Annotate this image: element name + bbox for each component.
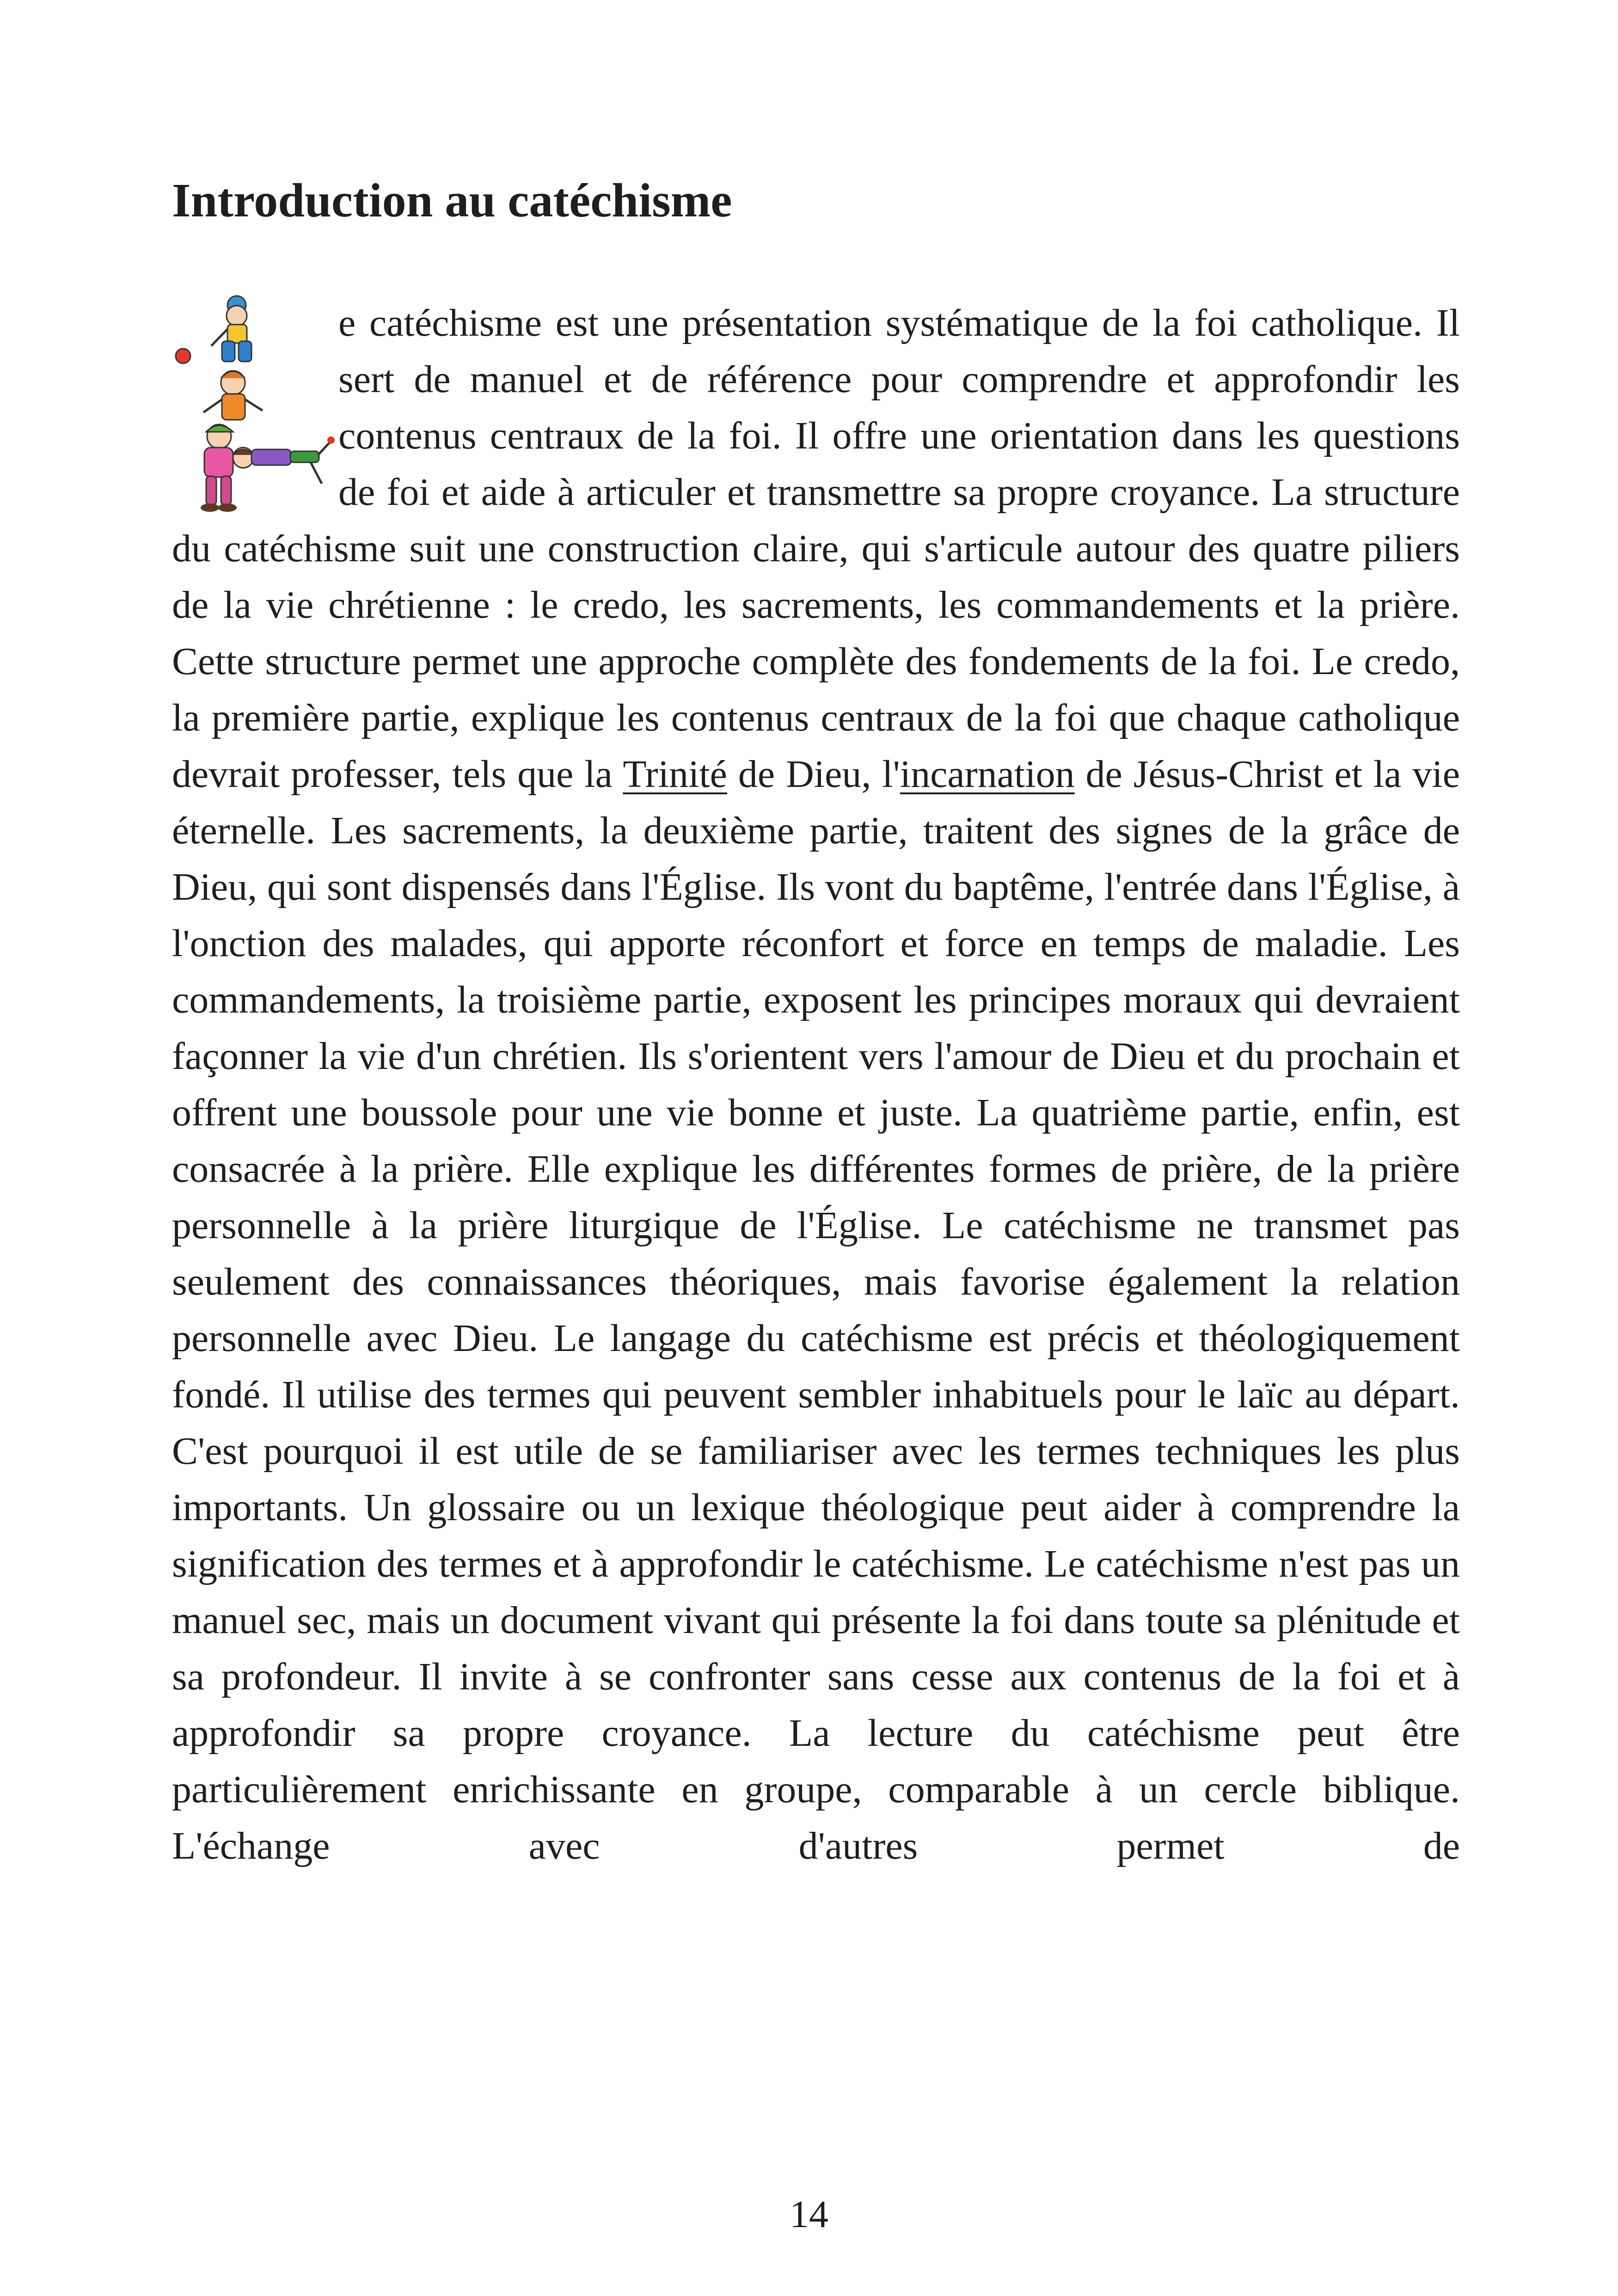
paragraph-text: de Dieu, l' bbox=[738, 753, 900, 796]
paragraph-text: e catéchisme est une présentation systématique de la foi catholique. Il sert de manuel et de référence pour comprendre et approfondir les contenus centraux de la foi. Il offre une orientation dans les questions de foi et aide à articuler et transmettre sa propre croyance. La structure du catéchisme suit une construction claire, qui s'articule autour des quatre piliers de la vie chrétienne : le credo, les sacrements, les commandements et la prière. Cette structure permet une approche complète des fondements de la foi. Le credo, la première partie, explique les contenus centraux de la foi que chaque catholique devrait professer, tels que la bbox=[172, 301, 1460, 796]
page-number: 14 bbox=[790, 2193, 828, 2236]
paragraph-text: de Jésus-Christ et la vie éternelle. Les sacrements, la deuxième partie, traitent des signes de la grâce de Dieu, qui sont dispensés dans l'Église. Ils vont du baptême, l'entrée dans l'Église, à l'onction des malades, qui apporte réconfort et force en temps de maladie. Les commandements, la troisième partie, exposent les principes moraux qui devraient façonner la vie d'un chrétien. Ils s'orientent vers l'amour de Dieu et du prochain et offrent une boussole pour une vie bonne et juste. La quatrième partie, enfin, est consacrée à la prière. Elle explique les différentes formes de prière, de la prière personnelle à la prière liturgique de l'Église. Le catéchisme ne transmet pas seulement des connaissances théoriques, mais favorise également la relation personnelle avec Dieu. Le langage du catéchisme est précis et théologiquement fondé. Il utilise des termes qui peuvent sembler inhabituels pour le laïc au départ. C'est pourquoi il est utile de se familiariser avec les termes techniques les plus importants. Un glossaire ou un lexique théologique peut aider à comprendre la signification des termes et à approfondir le catéchisme. Le catéchisme n'est pas un manuel sec, mais un document vivant qui présente la foi dans toute sa plénitude et sa profondeur. Il invite à se confronter sans cesse aux contenus de la foi et à approfondir sa propre croyance. La lecture du catéchisme peut être particulièrement enrichissante en groupe, comparable à un cercle biblique. L'échange avec d'autres permet de bbox=[172, 753, 1460, 1867]
glossary-link-incarnation[interactable]: incarnation bbox=[900, 753, 1075, 796]
page-title: Introduction au catéchisme bbox=[172, 174, 732, 227]
children-acrobat-pyramid-illustration bbox=[167, 295, 338, 516]
body-paragraph bbox=[172, 295, 1460, 1874]
glossary-link-trinite[interactable]: Trinité bbox=[623, 753, 727, 796]
